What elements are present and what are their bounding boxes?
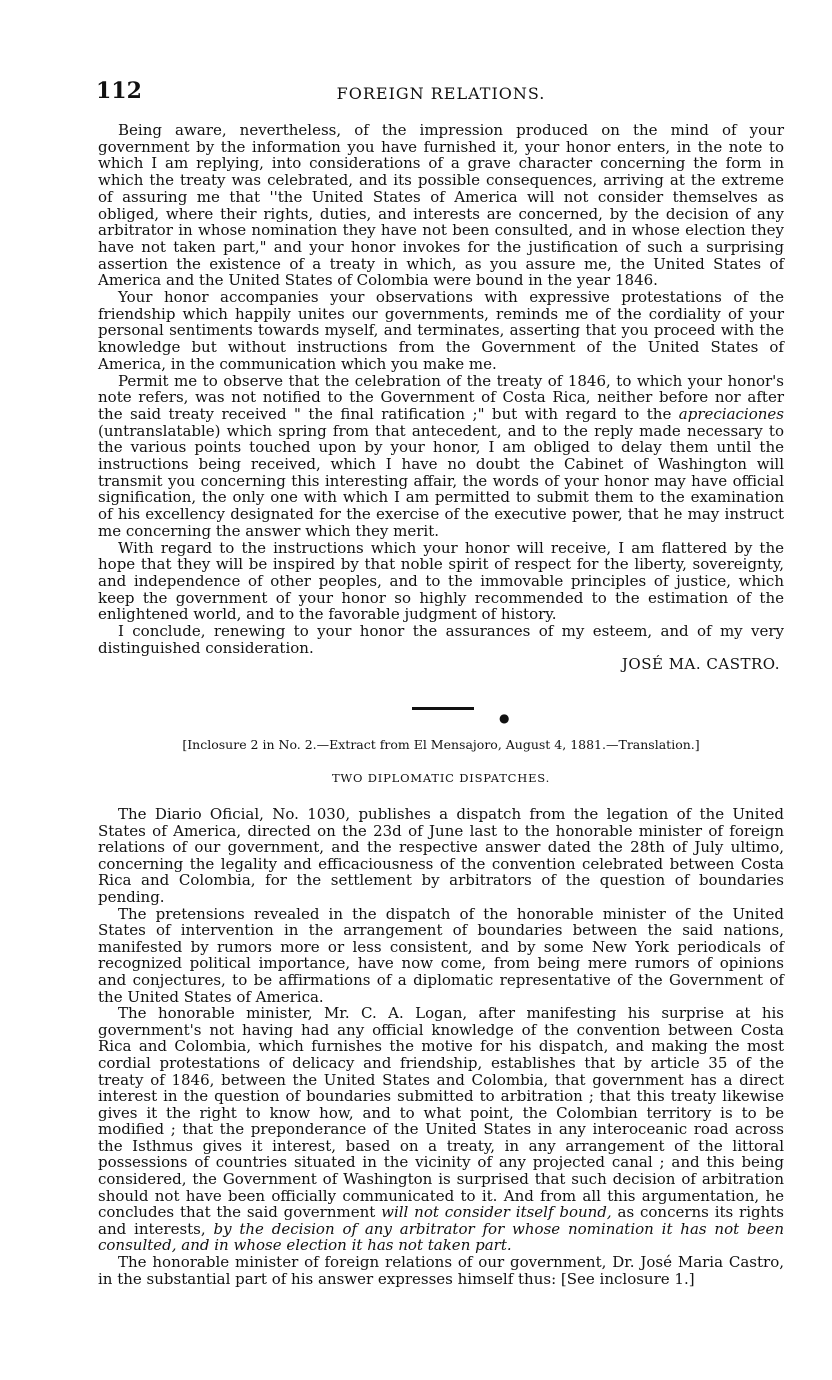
letter-paragraph: Being aware, nevertheless, of the impression produced on the mind of your government by the information you have furnished it, your honor enters, in the note to which I am replying, into considerations of a grave character concerning the form in which the treaty was celebrated, and its possible consequences, arriving at the extreme of assuring me that ''the United States of America will not consider themselves as obliged, where their rights, duties, and interests are concerned, by the decision of any arbitrator in whose nomination they have not been consulted, and in whose election they have not taken part," and your honor invokes for the justification of such a surprising assertion the existence of a treaty in which, as you assure me, the United States of America and the United States of Colombia were bound in the year 1846. xyxy=(98,121,784,290)
article-paragraph xyxy=(98,1005,784,1254)
letter-paragraph: I conclude, renewing to your honor the assurances of my esteem, and of my very distinguished consideration. xyxy=(98,622,784,657)
section-heading: TWO DIPLOMATIC DISPATCHES. xyxy=(331,771,551,785)
article-body xyxy=(98,806,784,1287)
article-paragraph: The Diario Oficial, No. 1030, publishes a dispatch from the legation of the United States of America, directed on the 23d of June last to the honorable minister of foreign relations of our government, and the respective answer dated the 28th of July ultimo, concerning the legality and efficaciousness of the convention celebrated between Costa Rica and Colombia, for the settlement by arbitrators of the question of boundaries pending. xyxy=(98,805,784,906)
page-header xyxy=(96,78,786,108)
running-head: FOREIGN RELATIONS. xyxy=(336,84,546,103)
article-paragraph: The honorable minister of foreign relations of our government, Dr. José Maria Castro, in the substantial part of his answer expresses himself thus: [See inclosure 1.] xyxy=(98,1253,784,1288)
divider-ornament-icon: ● xyxy=(499,711,510,725)
text-run: Permit me to observe that the celebration of the treaty of 1846, to which your honor's note refers, was not notified to the Government of Costa Rica, neither before nor after the said treaty received " the final ratification ;" but with regard to the xyxy=(98,371,784,423)
article-paragraph: The pretensions revealed in the dispatch of the honorable minister of the United States of intervention in the arrangement of boundaries between the said nations, manifested by rumors more or less consistent, and by some New York periodicals of recognized political importance, have now come, from being mere rumors of opinions and conjectures, to be affirmations of a diplomatic representative of the Government of the United States of America. xyxy=(98,904,784,1006)
letter-paragraph: With regard to the instructions which your honor will receive, I am flattered by the hope that they will be inspired by that noble spirit of respect for the liberty, sovereignty, and independence of other peoples, and to the immovable principles of justice, which keep the government of your honor so highly recommended to the estimation of the enlightened world, and to the favorable judgment of history. xyxy=(98,538,784,624)
page-number: 112 xyxy=(96,78,142,104)
inclosure-note: [Inclosure 2 in No. 2.—Extract from El Mensajoro, August 4, 1881.—Translation.] xyxy=(182,737,700,752)
letter-body xyxy=(98,122,784,657)
signature: JOSÉ MA. CASTRO. xyxy=(621,655,780,673)
letter-paragraph: Your honor accompanies your observations with expressive protestations of the friendship which happily unites our governments, reminds me of the cordiality of your personal sentiments towards myself, and terminates, asserting that you proceed with the knowledge but without instructions from the Government of the United States of America, in the communication which you make me. xyxy=(98,288,784,373)
text-run: as concerns its rights and interests, xyxy=(98,1203,784,1238)
text-run: (untranslatable) which spring from that antecedent, and to the reply made necessary to the various points touched upon by your honor, I am obliged to delay them until the instructions being received, which I have no doubt the Cabinet of Washington will transmit you concerning this interesting affair, the words of your honor may have official signification, the only one with which I am permitted to submit them to the examination of his excellency designated for the exercise of the executive power, that he may instruct me concerning the answer which they merit. xyxy=(98,421,784,540)
section-divider xyxy=(412,707,474,710)
letter-paragraph xyxy=(98,373,784,540)
italic-phrase: will not consider itself bound, xyxy=(381,1203,612,1222)
italic-term: apreciaciones xyxy=(678,404,784,423)
text-run: The honorable minister, Mr. C. A. Logan, after manifesting his surprise at his government's not having had any official knowledge of the convention between Costa Rica and Colombia, which furnishes the motive for his dispatch, and making the most cordial protestations of delicacy and friendship, establishes that by article 35 of the treaty of 1846, between the United States and Colombia, that government has a direct interest in the question of boundaries submitted to arbitration ; that this treaty likewise gives it the right to know how, and to what point, the Colombian territory is to be modified ; that the preponderance of the United States in any interoceanic road across the Isthmus gives it interest, based on a treaty, in any arrangement of the littoral possessions of countries situated in the vicinity of any projected canal ; and this being considered, the Government of Washington is surprised that such decision of arbitration should not have been officially communicated to it. And from all this argumentation, he concludes that the said government xyxy=(98,1004,784,1222)
italic-phrase: by the decision of any arbitrator for whose nomination it has not been consulted, and in whose election it has not taken part. xyxy=(98,1219,784,1255)
